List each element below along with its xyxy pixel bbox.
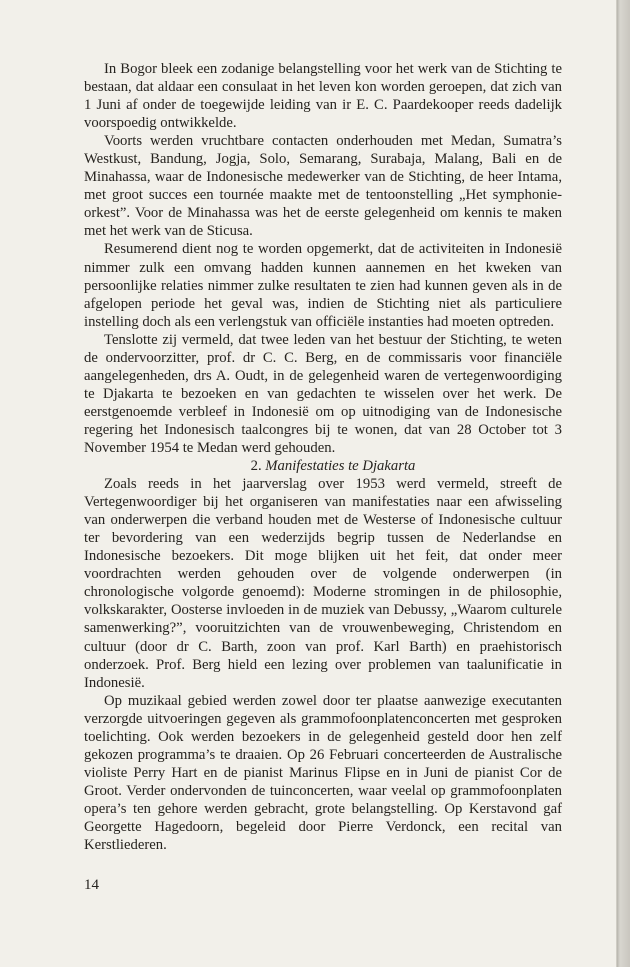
- paragraph-board-visit: Tenslotte zij vermeld, dat twee leden van het bestuur der Stichting, te weten de ondervoorzitter, prof. dr C. C. Berg, en de commissaris voor financiële aangelegenheden, drs A. Oudt, in de gelegenheid waren de vertegenwoordiging te Djakarta te bezoeken en van gedachten te wisselen over het werk. De eerstgenoemde verbleef in Indonesië om op uitnodiging van de Indonesische regering het Indonesisch taalcongres bij te wonen, dat van 28 October tot 3 November 1954 te Medan werd gehouden.: [84, 331, 562, 456]
- paragraph-contacts: Voorts werden vruchtbare contacten onderhouden met Medan, Sumatra’s Westkust, Bandung, Jogja, Solo, Semarang, Surabaja, Malang, Bali en de Minahassa, waar de Indonesische medewerker van de Stichting, de heer Intama, met groot succes een tournée maakte met de tentoonstelling „Het symphonie-orkest”. Voor de Minahassa was het de eerste gelegenheid om kennis te maken met het werk van de Sticusa.: [84, 133, 562, 240]
- paragraph-bogor: In Bogor bleek een zodanige belangstelling voor het werk van de Stichting te bestaan, dat aldaar een consulaat in het leven kon worden geroepen, dat zich van 1 Juni af onder de toegewijde leiding van ir E. C. Paardekooper reeds dadelijk voorspoedig ontwikkelde.: [84, 61, 562, 132]
- section-number: 2.: [250, 458, 262, 475]
- paragraph-summary: Resumerend dient nog te worden opgemerkt, dat de activiteiten in Indonesië nimmer zulk een omvang hadden kunnen aannemen en het kweken van persoonlijke relaties nimmer zulke resultaten te zien had kunnen geven als in de afgelopen periode het geval was, indien de Stichting niet als particuliere instelling doch als een verlengstuk van officiële instanties had moeten optreden.: [84, 241, 562, 330]
- page-edge: [617, 0, 630, 967]
- page-number: 14: [84, 877, 99, 893]
- paragraph-lectures: Zoals reeds in het jaarverslag over 1953 werd vermeld, streeft de Vertegenwoordiger bij het organiseren van manifestaties naar een afwisseling van onderwerpen die verband houden met de Westerse of Indonesische cultuur ter bevordering van een wederzijds begrip tussen de Nederlandse en Indonesische bezoekers. Dit moge blijken uit het feit, dat onder meer voordrachten werden gehouden over de volgende onderwerpen (in chronologische volgorde genoemd): Moderne stromingen in de philosophie, volkskarakter, Oosterse invloeden in de muziek van Debussy, „Waarom culturele samenwerking?”, vooruitzichten van de vrouwenbeweging, Christendom en cultuur (door dr C. Barth, zoon van prof. Karl Barth) en praehistorisch onderzoek. Prof. Berg hield een lezing over problemen van taalunificatie in Indonesië.: [84, 476, 562, 691]
- paragraph-music: Op muzikaal gebied werden zowel door ter plaatse aanwezige executanten verzorgde uitvoeringen gegeven als grammofoonplatenconcerten met gesproken toelichting. Ook werden bezoekers in de gelegenheid gesteld door hen zelf gekozen programma’s te draaien. Op 26 Februari concerteerden de Australische violiste Perry Hart en de pianist Marinus Flipse en in Juni de pianist Cor de Groot. Verder ondervonden de tuinconcerten, waar veelal op grammofoonplaten opera’s ten gehore werden gebracht, grote belangstelling. Op Kerstavond gaf Georgette Hagedoorn, begeleid door Pierre Verdonck, een recital van Kerstliederen.: [84, 692, 562, 854]
- body-text: [84, 60, 562, 854]
- section-heading: [84, 457, 562, 475]
- section-title: Manifestaties te Djakarta: [265, 458, 416, 475]
